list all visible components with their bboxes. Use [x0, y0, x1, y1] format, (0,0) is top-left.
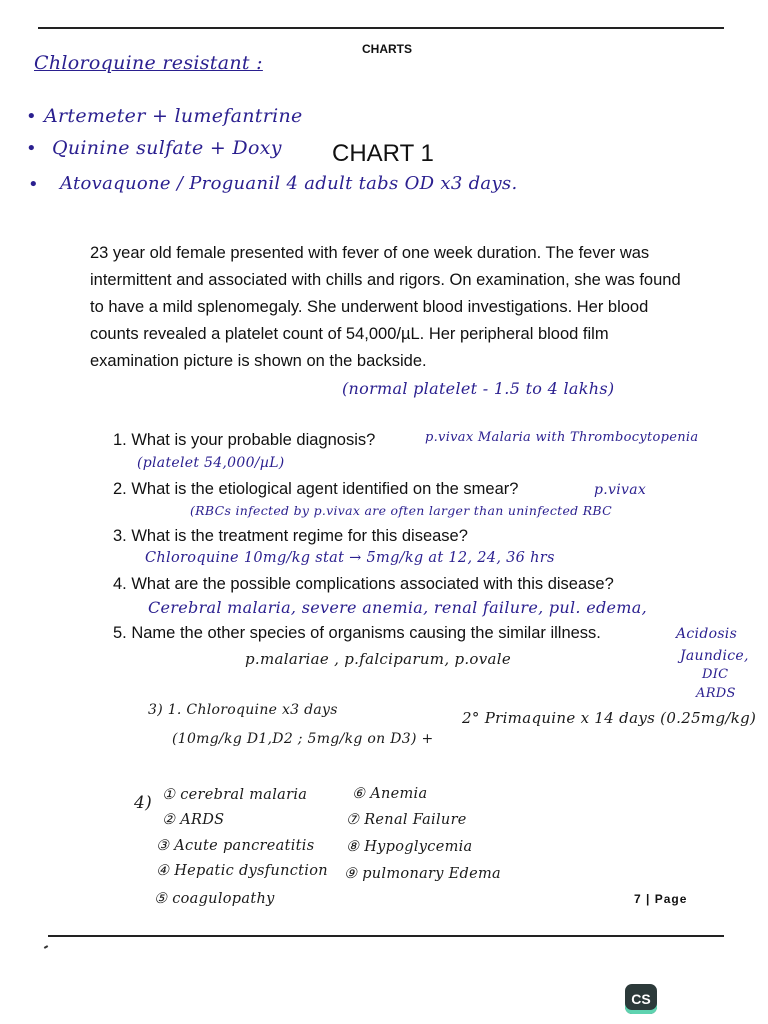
complication-left-2: ② ARDS [162, 812, 225, 828]
answer-4: Cerebral malaria, severe anemia, renal failure, pul. edema, [148, 598, 647, 617]
resistant-option-3: Atovaquone / Proguanil 4 adult tabs OD x3 days. [60, 173, 518, 194]
resistant-option-bullet: • [28, 174, 39, 195]
question-1: 1. What is your probable diagnosis? [113, 431, 376, 449]
complication-right-4: ⑨ pulmonary Edema [344, 866, 502, 882]
complication-left-1: ① cerebral malaria [162, 787, 308, 803]
complications-label: 4) [134, 793, 153, 813]
header-label: CHARTS [362, 42, 412, 56]
answer-2-line-1: p.vivax [594, 482, 647, 498]
treatment-primaquine: 2° Primaquine x 14 days (0.25mg/kg) [462, 709, 757, 727]
answer-4-extra-2: Jaundice, [680, 648, 749, 664]
question-2: 2. What is the etiological agent identified on the smear? [113, 480, 519, 498]
answer-2-line-2: (RBCs infected by p.vivax are often larger than uninfected RBC [190, 503, 613, 518]
resistant-option-1: Artemeter + lumefantrine [44, 105, 303, 127]
answer-5: p.malariae , p.falciparum, p.ovale [245, 650, 512, 668]
page-number: 7 | Page [634, 892, 688, 906]
answer-1-line-1: p.vivax Malaria with Thrombocytopenia [425, 430, 699, 445]
bottom-rule [48, 935, 724, 937]
resistant-option-bullet: • [26, 106, 37, 127]
answer-4-extra-1: Acidosis [676, 626, 738, 642]
complication-right-1: ⑥ Anemia [352, 786, 428, 802]
resistant-option-bullet: • [26, 138, 37, 159]
question-4: 4. What are the possible complications associated with this disease? [113, 575, 614, 593]
complication-left-3: ③ Acute pancreatitis [156, 838, 315, 854]
complication-left-4: ④ Hepatic dysfunction [156, 863, 328, 879]
answer-4-extra-3: DIC [702, 667, 729, 682]
answer-4-extra-4: ARDS [696, 686, 736, 701]
handwritten-normal-platelet: (normal platelet - 1.5 to 4 lakhs) [342, 379, 615, 398]
answer-3: Chloroquine 10mg/kg stat → 5mg/kg at 12, 24, 36 hrs [145, 550, 555, 566]
treatment-line-1: 3) 1. Chloroquine x3 days [148, 702, 338, 718]
treatment-line-2: (10mg/kg D1,D2 ; 5mg/kg on D3) + [172, 731, 434, 747]
case-description: 23 year old female presented with fever of one week duration. The fever was intermittent and associated with chills and rigors. On examination, she was found to have a mild splenomegaly. She underwent blood investigations. Her blood counts revealed a platelet count of 54,000/µL. Her peripheral blood film examination picture is shown on the backside. [90, 244, 681, 370]
question-3: 3. What is the treatment regime for this disease? [113, 527, 468, 545]
complication-left-5: ⑤ coagulopathy [154, 891, 275, 907]
chart-title: CHART 1 [332, 140, 434, 167]
complication-right-2: ⑦ Renal Failure [346, 812, 467, 828]
question-5: 5. Name the other species of organisms causing the similar illness. [113, 624, 601, 642]
handwritten-chloroquine-heading: Chloroquine resistant : [34, 52, 263, 74]
complication-right-3: ⑧ Hypoglycemia [346, 839, 473, 855]
top-rule [38, 27, 724, 29]
resistant-option-2: Quinine sulfate + Doxy [52, 137, 282, 159]
scanner-app-logo: CS [625, 984, 657, 1014]
stray-mark [44, 945, 48, 949]
answer-1-line-2: (platelet 54,000/µL) [137, 455, 285, 471]
